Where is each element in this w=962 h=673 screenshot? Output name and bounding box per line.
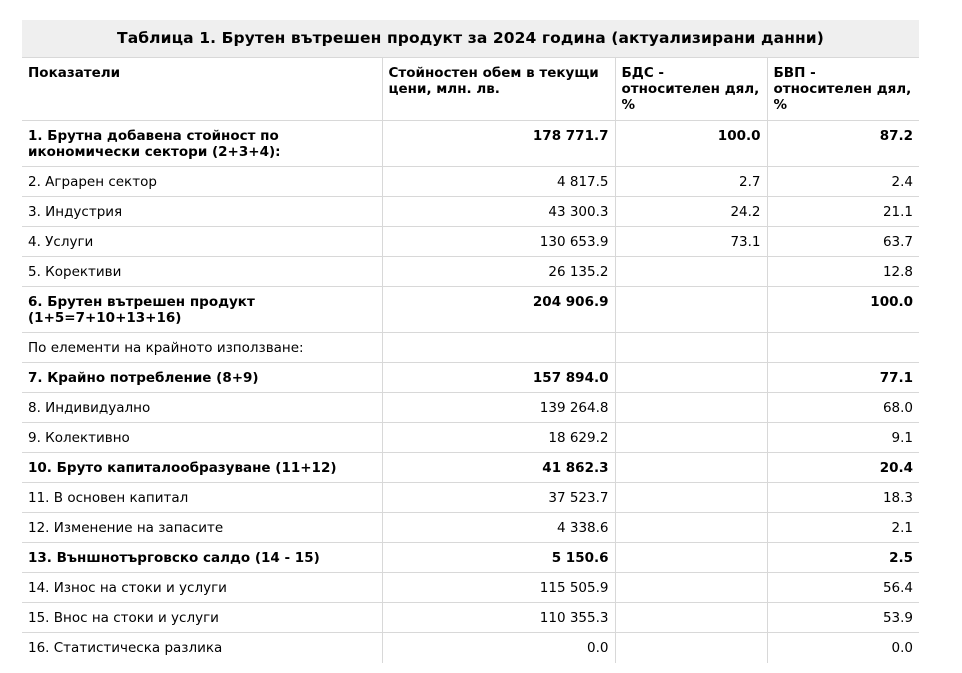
row-gva-share: [615, 603, 767, 633]
table-row: [22, 257, 919, 287]
row-gdp-share: 12.8: [767, 257, 919, 287]
row-volume: 18 629.2: [382, 423, 615, 453]
row-volume: 26 135.2: [382, 257, 615, 287]
row-volume: 139 264.8: [382, 393, 615, 423]
gdp-table: [22, 57, 919, 663]
row-gdp-share: 20.4: [767, 453, 919, 483]
row-gdp-share: 2.5: [767, 543, 919, 573]
row-gva-share: 2.7: [615, 167, 767, 197]
row-gdp-share: 100.0: [767, 287, 919, 333]
header-volume: Стойностен обем в текущи цени, млн. лв.: [382, 58, 615, 121]
table-row: [22, 483, 919, 513]
row-volume: 43 300.3: [382, 197, 615, 227]
row-volume: 41 862.3: [382, 453, 615, 483]
row-gdp-share: 21.1: [767, 197, 919, 227]
row-gdp-share: 18.3: [767, 483, 919, 513]
row-gva-share: [615, 513, 767, 543]
row-volume: 4 338.6: [382, 513, 615, 543]
row-label: 15. Внос на стоки и услуги: [22, 603, 382, 633]
row-label: 13. Външнотърговско салдо (14 - 15): [22, 543, 382, 573]
row-label: 14. Износ на стоки и услуги: [22, 573, 382, 603]
row-gva-share: [615, 423, 767, 453]
row-gdp-share: 2.4: [767, 167, 919, 197]
table-row: [22, 603, 919, 633]
row-label: 1. Брутна добавена стойност по икономически сектори (2+3+4):: [22, 121, 382, 167]
table-title: Таблица 1. Брутен вътрешен продукт за 2024 година (актуализирани данни): [22, 20, 919, 57]
row-volume: 115 505.9: [382, 573, 615, 603]
gdp-table-container: [22, 20, 919, 663]
row-gva-share: [615, 633, 767, 663]
row-volume: 178 771.7: [382, 121, 615, 167]
row-gva-share: [615, 333, 767, 363]
table-row: [22, 363, 919, 393]
row-gva-share: [615, 573, 767, 603]
row-gva-share: [615, 363, 767, 393]
table-row: [22, 513, 919, 543]
row-gva-share: [615, 257, 767, 287]
row-label: 8. Индивидуално: [22, 393, 382, 423]
row-gva-share: [615, 287, 767, 333]
table-row: [22, 393, 919, 423]
row-gdp-share: 68.0: [767, 393, 919, 423]
row-volume: 0.0: [382, 633, 615, 663]
row-gva-share: [615, 393, 767, 423]
table-row: [22, 423, 919, 453]
row-gdp-share: 0.0: [767, 633, 919, 663]
row-label: 6. Брутен вътрешен продукт (1+5=7+10+13+16): [22, 287, 382, 333]
row-volume: 157 894.0: [382, 363, 615, 393]
row-label: 7. Крайно потребление (8+9): [22, 363, 382, 393]
row-gdp-share: 77.1: [767, 363, 919, 393]
row-gdp-share: 63.7: [767, 227, 919, 257]
table-row: [22, 227, 919, 257]
row-label: 11. В основен капитал: [22, 483, 382, 513]
row-label: По елементи на крайното използване:: [22, 333, 382, 363]
row-gdp-share: 53.9: [767, 603, 919, 633]
row-gdp-share: [767, 333, 919, 363]
row-gdp-share: 87.2: [767, 121, 919, 167]
row-gva-share: [615, 483, 767, 513]
row-volume: 110 355.3: [382, 603, 615, 633]
row-volume: 4 817.5: [382, 167, 615, 197]
row-gva-share: 24.2: [615, 197, 767, 227]
header-gdp-share: БВП - относителен дял, %: [767, 58, 919, 121]
row-label: 2. Аграрен сектор: [22, 167, 382, 197]
row-gdp-share: 9.1: [767, 423, 919, 453]
table-row: [22, 167, 919, 197]
table-row: [22, 543, 919, 573]
row-volume: 37 523.7: [382, 483, 615, 513]
header-row: [22, 58, 919, 121]
table-row: [22, 633, 919, 663]
row-gva-share: 100.0: [615, 121, 767, 167]
row-gva-share: 73.1: [615, 227, 767, 257]
row-gva-share: [615, 453, 767, 483]
table-row: [22, 333, 919, 363]
row-label: 12. Изменение на запасите: [22, 513, 382, 543]
row-volume: 5 150.6: [382, 543, 615, 573]
header-gva-share: БДС - относителен дял, %: [615, 58, 767, 121]
header-indicator: Показатели: [22, 58, 382, 121]
row-volume: [382, 333, 615, 363]
row-label: 9. Колективно: [22, 423, 382, 453]
row-label: 5. Корективи: [22, 257, 382, 287]
row-volume: 130 653.9: [382, 227, 615, 257]
table-row: [22, 287, 919, 333]
row-gdp-share: 2.1: [767, 513, 919, 543]
row-gdp-share: 56.4: [767, 573, 919, 603]
row-label: 3. Индустрия: [22, 197, 382, 227]
row-label: 10. Бруто капиталообразуване (11+12): [22, 453, 382, 483]
table-row: [22, 573, 919, 603]
row-label: 16. Статистическа разлика: [22, 633, 382, 663]
row-label: 4. Услуги: [22, 227, 382, 257]
row-gva-share: [615, 543, 767, 573]
table-row: [22, 197, 919, 227]
table-row: [22, 121, 919, 167]
table-row: [22, 453, 919, 483]
row-volume: 204 906.9: [382, 287, 615, 333]
